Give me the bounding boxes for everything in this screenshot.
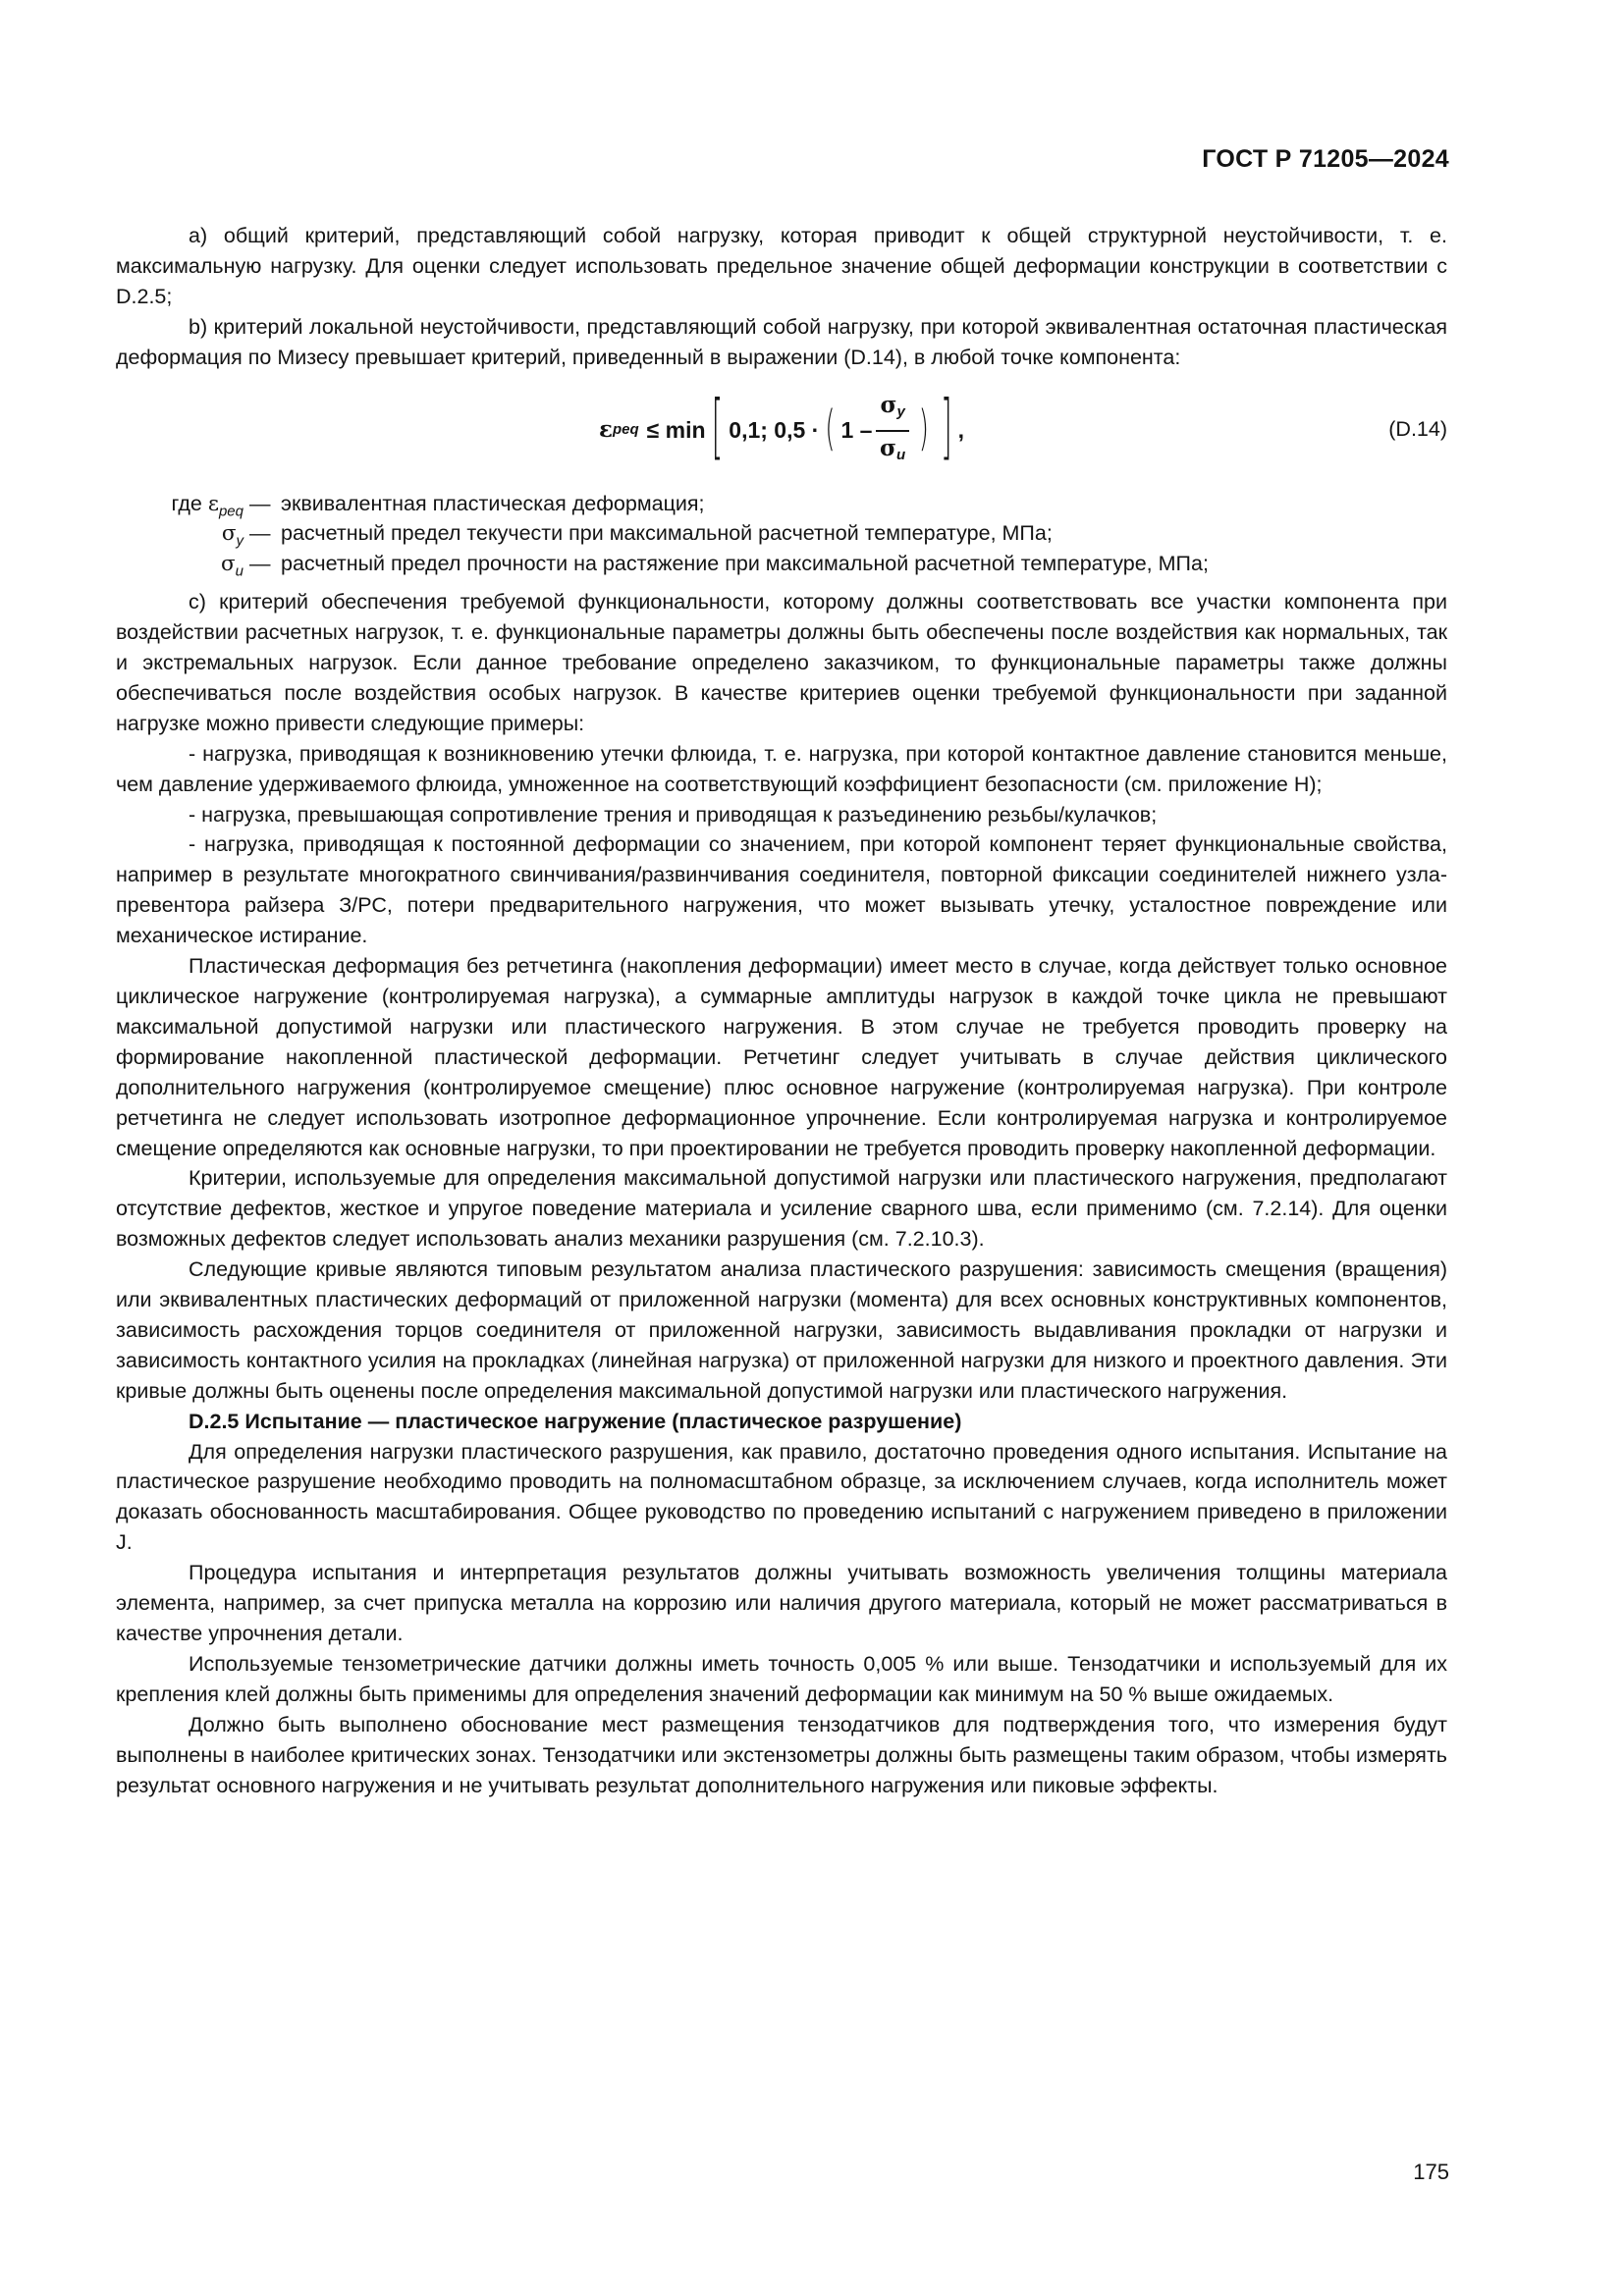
definition-subscript: u (235, 562, 244, 580)
definition-dash: — (249, 491, 271, 515)
definition-row (116, 518, 1447, 549)
definition-symbol (116, 549, 244, 587)
formula-fraction (876, 390, 908, 471)
formula-d14 (116, 373, 1447, 489)
definition-prefix: где (171, 491, 208, 515)
definition-dash: — (249, 552, 271, 576)
paragraph-ratcheting: Пластическая деформация без ретчетинга (накопления деформации) имеет место в случае, когда действует только основное циклическое нагружение (контролируемая нагрузка), а суммарные амплитуды нагрузок в каждой точке цикла не превышают максимальной допустимой нагрузки или пластического нагружения. В этом случае не требуется проводить проверку на формирование накопленной пластической деформации. Ретчетинг следует учитывать в случае действия циклического дополнительного нагружения (контролируемое смещение) плюс основное нагружение (контролируемая нагрузка). При контроле ретчетинга не следует использовать изотропное деформационное упрочнение. Если контролируемая нагрузка и контролируемое смещение определяются как основные нагрузки, то при проектировании не требуется проводить проверку накопленной деформации. (116, 954, 1447, 1160)
formula-close-paren: ) (918, 401, 929, 458)
formula-num-subscript: y (896, 403, 905, 421)
formula-label: (D.14) (1388, 416, 1447, 441)
formula-lhs-subscript: peq (612, 421, 639, 439)
definition-greek: ε (207, 491, 219, 516)
paragraph-gauge-placement: Должно быть выполнено обоснование мест размещения тензодатчиков для подтверждения того, что измерения будут выполнены в наиболее критических зонах. Тензодатчики или экстензометры должны быть размещены таким образом, чтобы измерять результат основного нагружения и не учитывать результат дополнительного нагружения или пиковые эффекты. (116, 1712, 1447, 1797)
formula-open-paren: ( (825, 401, 836, 458)
list-item-deformation: - нагрузка, приводящая к постоянной деформации со значением, при которой компонент теряет функциональные свойства, например в результате многократного свинчивания/развинчивания соединителя, повторной фиксации соединителей нижнего узла-превентора райзера З/РС, потери предварительного нагружения, что может вызывать утечку, усталостное повреждение или механическое истирание. (116, 832, 1447, 948)
formula-trailing: , (957, 417, 965, 444)
formula-one-minus: 1 – (840, 417, 873, 444)
definition-text: расчетный предел текучести при максимальной расчетной температуре, МПа; (281, 521, 1053, 546)
definition-row (116, 489, 1447, 519)
definition-greek: σ (221, 521, 237, 547)
list-item-friction: - нагрузка, превышающая сопротивление трения и приводящая к разъединению резьбы/кулачков; (189, 802, 1158, 827)
paragraph-procedure: Процедура испытания и интерпретация результатов должны учитывать возможность увеличения толщины материала элемента, например, за счет припуска металла на коррозию или наличия другого материала, который не может рассматриваться в качестве упрочнения детали. (116, 1561, 1447, 1646)
formula-lhs-symbol: ε (599, 416, 613, 444)
body-text (116, 221, 1447, 1800)
definition-text: эквивалентная пластическая деформация; (281, 491, 705, 515)
standard-header: ГОСТ Р 71205—2024 (1202, 145, 1449, 173)
paragraph-strain-gauges: Используемые тензометрические датчики должны иметь точность 0,005 % или выше. Тензодатчики и используемый для их крепления клей должны быть применимы для определения значений деформации как минимум на 50 % выше ожидаемых. (116, 1651, 1447, 1706)
section-heading-d25: D.2.5 Испытание — пластическое нагружение (пластическое разрушение) (189, 1409, 962, 1433)
definition-greek: σ (220, 552, 236, 577)
definition-subscript: peq (218, 502, 244, 519)
formula-numerator (876, 390, 908, 432)
page-number: 175 (1413, 2160, 1449, 2184)
definition-row (116, 549, 1447, 579)
formula-relation: ≤ min (646, 417, 706, 444)
formula-term1: 0,1; 0,5 · (729, 417, 820, 444)
paragraph-b: b) критерий локальной неустойчивости, представляющий собой нагрузку, при которой эквивалентная остаточная пластическая деформация по Мизесу превышает критерий, приведенный в выражении (D.14), в любой точке компонента: (116, 314, 1447, 369)
formula-close-bracket: ] (940, 387, 952, 470)
formula-expression (599, 389, 964, 473)
paragraph-c: с) критерий обеспечения требуемой функциональности, которому должны соответствовать все участки компонента при воздействии расчетных нагрузок, т. е. функциональные параметры должны быть обеспечены после воздействия как нормальных, так и экстремальных нагрузок. Если данное требование определено заказчиком, то функциональные параметры также должны обеспечиваться после воздействия особых нагрузок. В качестве критериев оценки требуемой функциональности при заданной нагрузке можно привести следующие примеры: (116, 590, 1447, 735)
paragraph-criteria: Критерии, используемые для определения максимальной допустимой нагрузки или пластического нагружения, предполагают отсутствие дефектов, жесткое и упругое поведение материала и усиление сварного шва, если применимо (см. 7.2.14). Для оценки возможных дефектов следует использовать анализ механики разрушения (см. 7.2.10.3). (116, 1166, 1447, 1252)
formula-den-subscript: u (896, 447, 906, 464)
definition-subscript: y (236, 532, 244, 550)
formula-open-bracket: [ (711, 387, 724, 470)
list-item-leak: - нагрузка, приводящая к возникновению утечки флюида, т. е. нагрузка, при которой контактное давление становится меньше, чем давление удерживаемого флюида, умноженное на соответствующий коэффициент безопасности (см. приложение Н); (116, 741, 1447, 796)
paragraph-test-count: Для определения нагрузки пластического разрушения, как правило, достаточно проведения одного испытания. Испытание на пластическое разрушение необходимо проводить на полномасштабном образце, за исключением случаев, когда исполнитель может доказать обоснованность масштабирования. Общее руководство по проведению испытаний с нагружением приведено в приложении J. (116, 1439, 1447, 1555)
formula-den-symbol: σ (880, 435, 897, 462)
definitions-list (116, 489, 1447, 580)
formula-num-symbol: σ (880, 392, 897, 419)
formula-denominator (880, 432, 905, 471)
paragraph-curves: Следующие кривые являются типовым результатом анализа пластического разрушения: зависимость смещения (вращения) или эквивалентных пластических деформаций от приложенной нагрузки (момента) для всех основных конструктивных компонентов, зависимость расхождения торцов соединителя от приложенной нагрузки, зависимость выдавливания прокладки от нагрузки и зависимость контактного усилия на прокладках (линейная нагрузка) от приложенной нагрузки для низкого и проектного давления. Эти кривые должны быть оценены после определения максимальной допустимой нагрузки или пластического нагружения. (116, 1257, 1447, 1403)
definition-text: расчетный предел прочности на растяжение при максимальной расчетной температуре, МПа; (281, 552, 1209, 576)
paragraph-a: а) общий критерий, представляющий собой нагрузку, которая приводит к общей структурной неустойчивости, т. е. максимальную нагрузку. Для оценки следует использовать предельное значение общей деформации конструкции в соответствии с D.2.5; (116, 224, 1447, 308)
definition-dash: — (249, 521, 271, 546)
